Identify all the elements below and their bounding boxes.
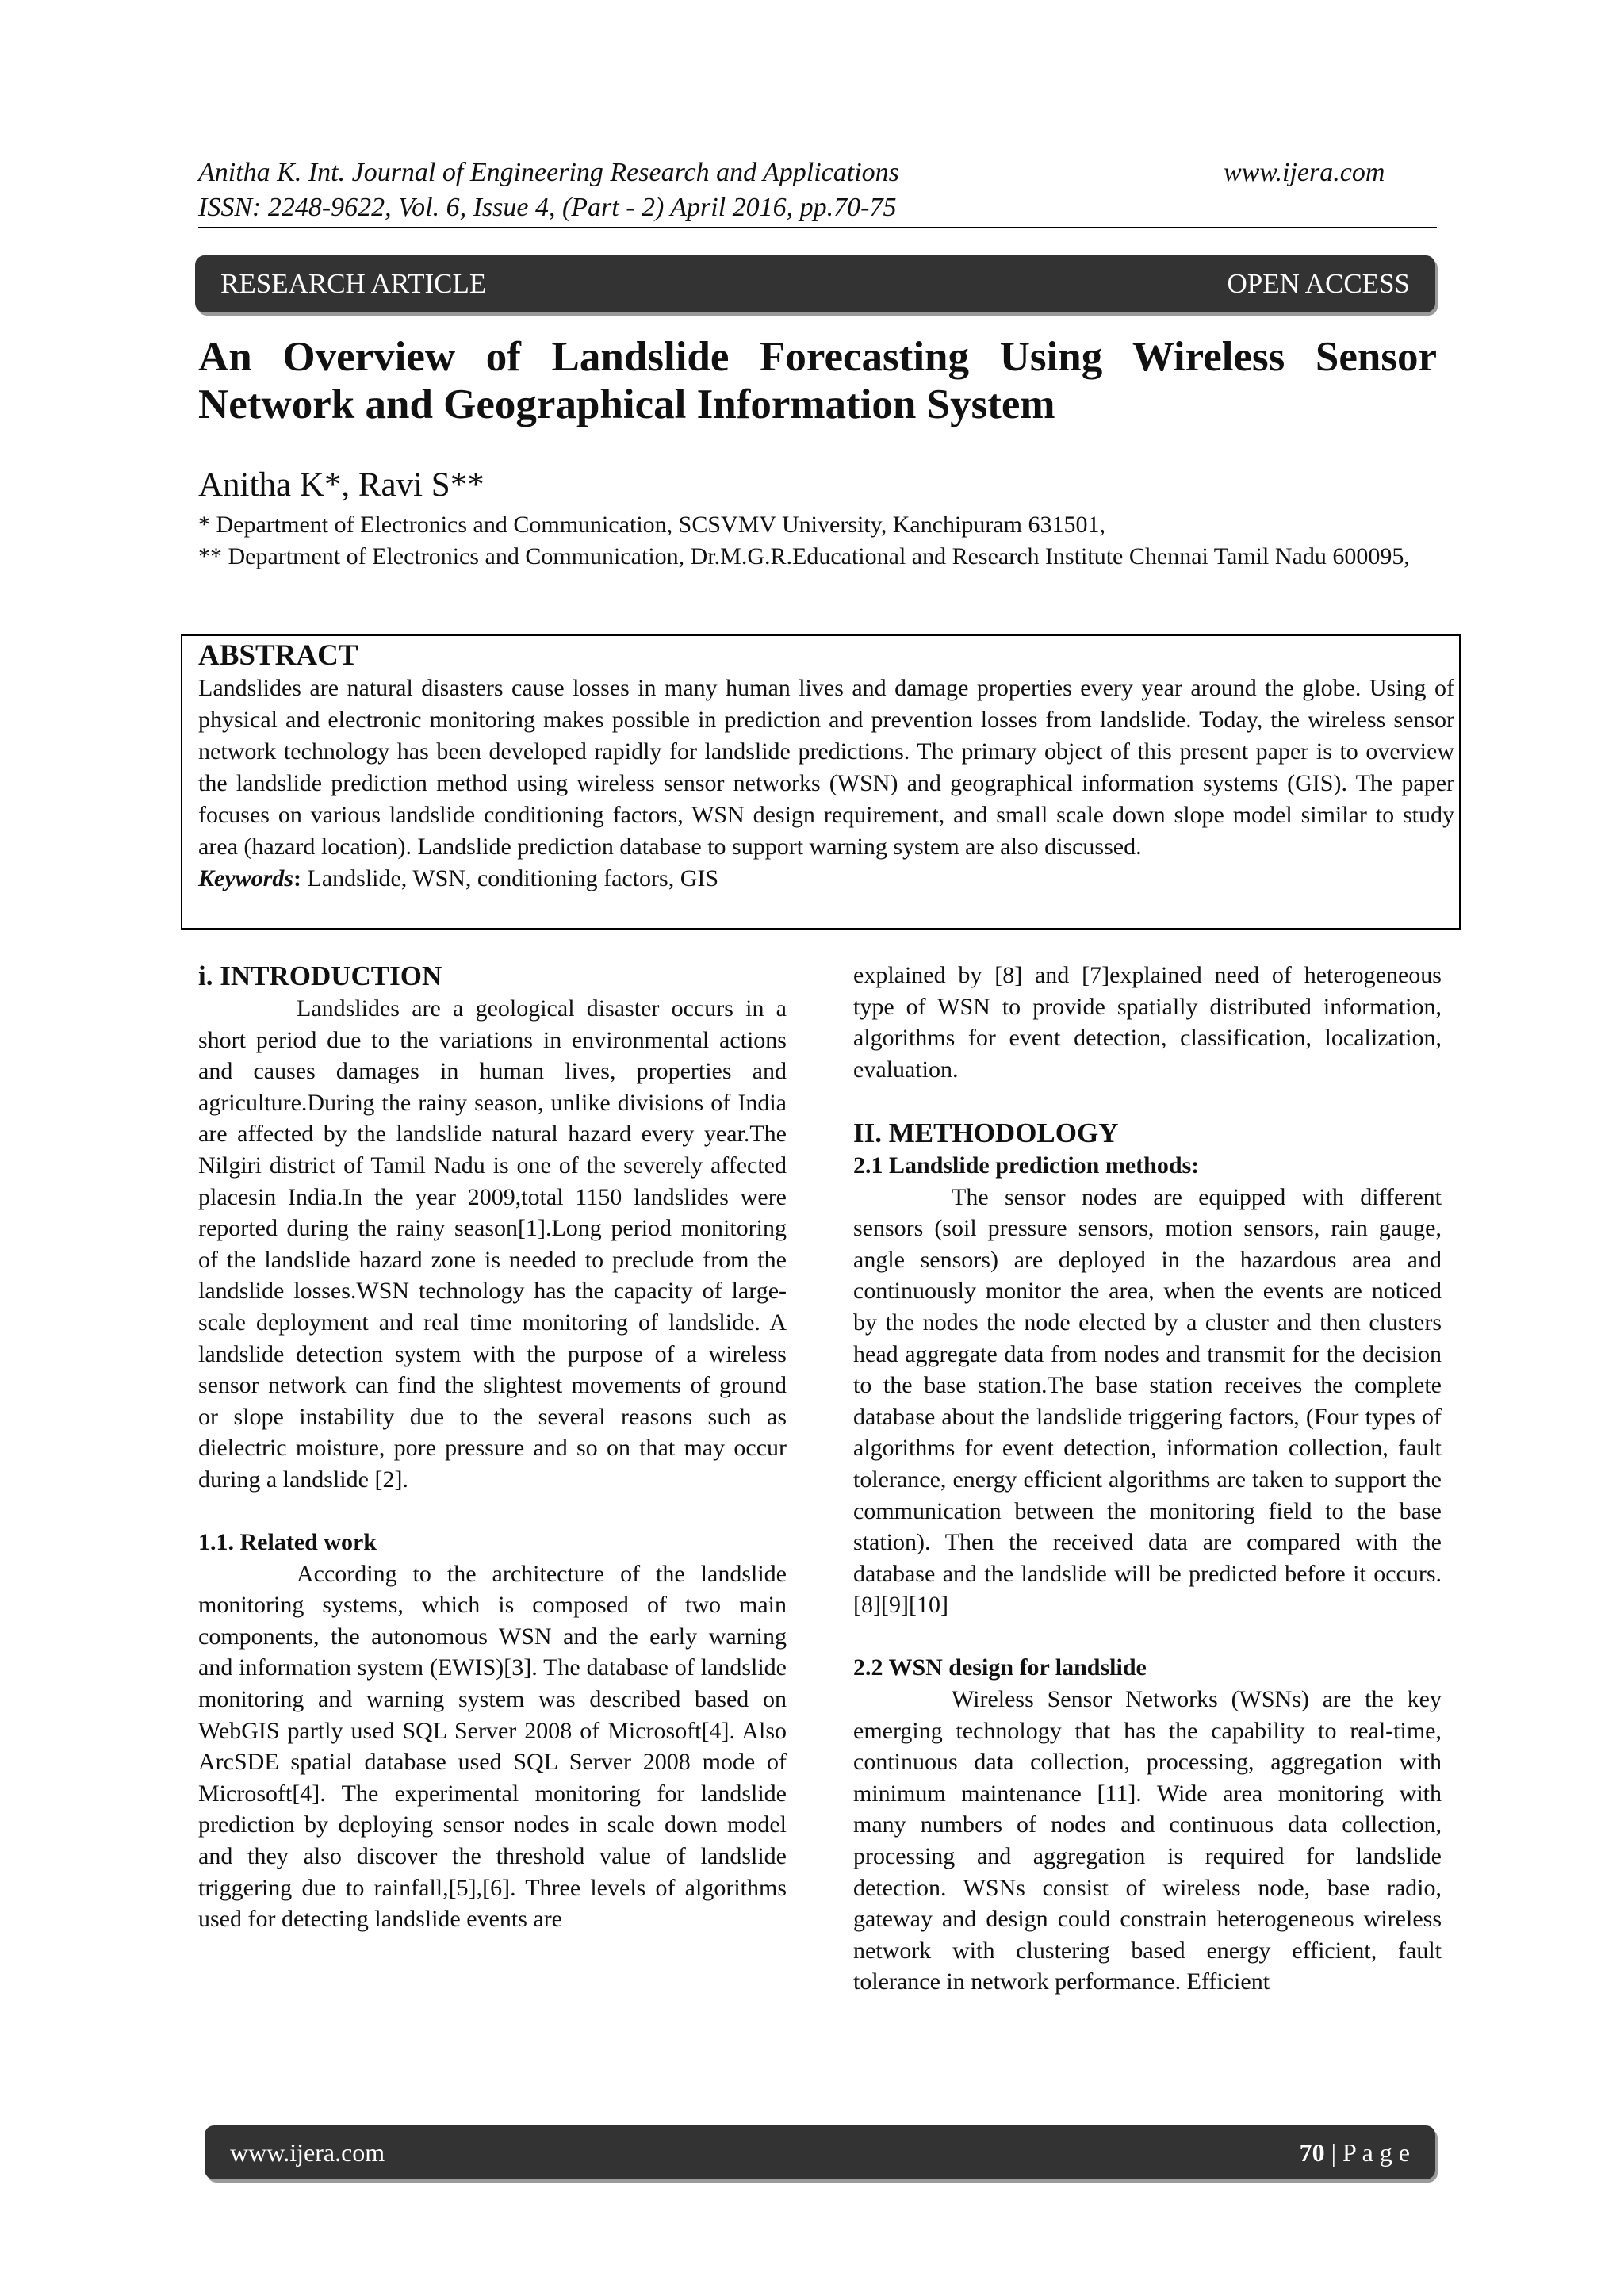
- keywords-line: [198, 863, 1454, 895]
- section-2-2-paragraph: Wireless Sensor Networks (WSNs) are the key emerging technology that has the capability to real-time, continuous data collection, processing, aggregation with minimum maintenance [11]. Wide area monitoring with many numbers of nodes and continuous data collection, processing and aggregation is required for landslide detection. WSNs consist of wireless node, base radio, gateway and design could constrain heterogeneous wireless network with clustering based energy efficient, fault tolerance in network performance. Efficient: [853, 1686, 1442, 1995]
- keywords-list: Landslide, WSN, conditioning factors, GIS: [301, 865, 719, 891]
- section-2-1-paragraph: The sensor nodes are equipped with different sensors (soil pressure sensors, motion sensors, rain gauge, angle sensors) are deployed in the hazardous area and continuously monitor the area, when the events are noticed by the nodes the node elected by a cluster and then clusters head aggregate data from nodes and transmit for the decision to the base station.The base station receives the complete database about the landslide triggering factors, (Four types of algorithms for event detection, information collection, fault tolerance, energy efficient algorithms are taken to support the communication between the monitoring field to the base station). Then the received data are compared with the database and the landslide will be predicted before it occurs.[8][9][10]: [853, 1183, 1442, 1619]
- related-work-paragraph: According to the architecture of the landslide monitoring systems, which is composed of two main components, the autonomous WSN and the early warning and information system (EWIS)[3]. The database of landslide monitoring and warning system was described based on WebGIS partly used SQL Server 2008 of Microsoft[4]. Also ArcSDE spatial database used SQL Server 2008 mode of Microsoft[4]. The experimental monitoring for landslide prediction by deploying sensor nodes in scale down model and they also discover the threshold value of landslide triggering due to rainfall,[5],[6]. Three levels of algorithms used for detecting landslide events are: [198, 1560, 787, 1933]
- abstract-text: Landslides are natural disasters cause losses in many human lives and damage properties every year around the globe. Using of physical and electronic monitoring makes possible in prediction and prevention losses from landslide. Today, the wireless sensor network technology has been developed rapidly for landslide predictions. The primary object of this present paper is to overview the landslide prediction method using wireless sensor networks (WSN) and geographical information systems (GIS). The paper focuses on various landslide conditioning factors, WSN design requirement, and small scale down slope model similar to study area (hazard location). Landslide prediction database to support warning system are also discussed.: [198, 675, 1454, 860]
- journal-line: Anitha K. Int. Journal of Engineering Research and Applications: [198, 158, 899, 187]
- continued-paragraph: explained by [8] and [7]explained need of heterogeneous type of WSN to provide spatially distributed information, algorithms for event detection, classification, localization, evaluation.: [853, 962, 1442, 1083]
- article-type-banner: [195, 255, 1435, 312]
- header-website[interactable]: www.ijera.com: [1224, 158, 1385, 187]
- abstract-heading: ABSTRACT: [198, 639, 358, 672]
- right-column: [853, 960, 1442, 1998]
- footer-bar: [205, 2125, 1435, 2179]
- introduction-paragraph: Landslides are a geological disaster occurs in a short period due to the variations in environmental actions and causes damages in human lives, properties and agriculture.During the rainy season, unlike divisions of India are affected by the landslide natural hazard every year.The Nilgiri district of Tamil Nadu is one of the severely affected placesin India.In the year 2009,total 1150 landslides were reported during the rainy season[1].Long period monitoring of the landslide hazard zone is needed to preclude from the landslide losses.WSN technology has the capacity of large-scale deployment and real time monitoring of landslide. A landslide detection system with the purpose of a wireless sensor network can find the slightest movements of ground or slope instability due to the several reasons such as dielectric moisture, pore pressure and so on that may occur during a landslide [2].: [198, 995, 787, 1493]
- page-label: | P a g e: [1324, 2137, 1410, 2167]
- section-2-1-heading: 2.1 Landslide prediction methods:: [853, 1152, 1200, 1179]
- footer-website[interactable]: www.ijera.com: [230, 2137, 385, 2167]
- authors: Anitha K*, Ravi S**: [198, 466, 485, 504]
- paper-title: An Overview of Landslide Forecasting Using Wireless Sensor Network and Geographical Information System: [198, 334, 1437, 427]
- related-work-heading: 1.1. Related work: [198, 1529, 377, 1556]
- open-access-label: OPEN ACCESS: [1227, 268, 1410, 299]
- left-column: [198, 960, 787, 1935]
- section-2-2-heading: 2.2 WSN design for landslide: [853, 1654, 1147, 1681]
- research-article-label: RESEARCH ARTICLE: [220, 268, 487, 299]
- keywords-colon: :: [293, 865, 301, 891]
- page-number: 70: [1299, 2137, 1325, 2167]
- abstract-box: [181, 634, 1461, 930]
- issn-line: ISSN: 2248-9622, Vol. 6, Issue 4, (Part - 2) April 2016, pp.70-75: [198, 193, 897, 222]
- header-rule: [198, 227, 1437, 228]
- keywords-label: Keywords: [198, 865, 293, 891]
- introduction-heading: i. INTRODUCTION: [198, 960, 442, 991]
- page-indicator: [1300, 2138, 1410, 2168]
- methodology-heading: II. METHODOLOGY: [853, 1117, 1119, 1148]
- affiliation-1: * Department of Electronics and Communication, SCSVMV University, Kanchipuram 631501,: [198, 512, 1105, 538]
- affiliation-2: ** Department of Electronics and Communication, Dr.M.G.R.Educational and Research Institute Chennai Tamil Nadu 600095,: [198, 543, 1410, 569]
